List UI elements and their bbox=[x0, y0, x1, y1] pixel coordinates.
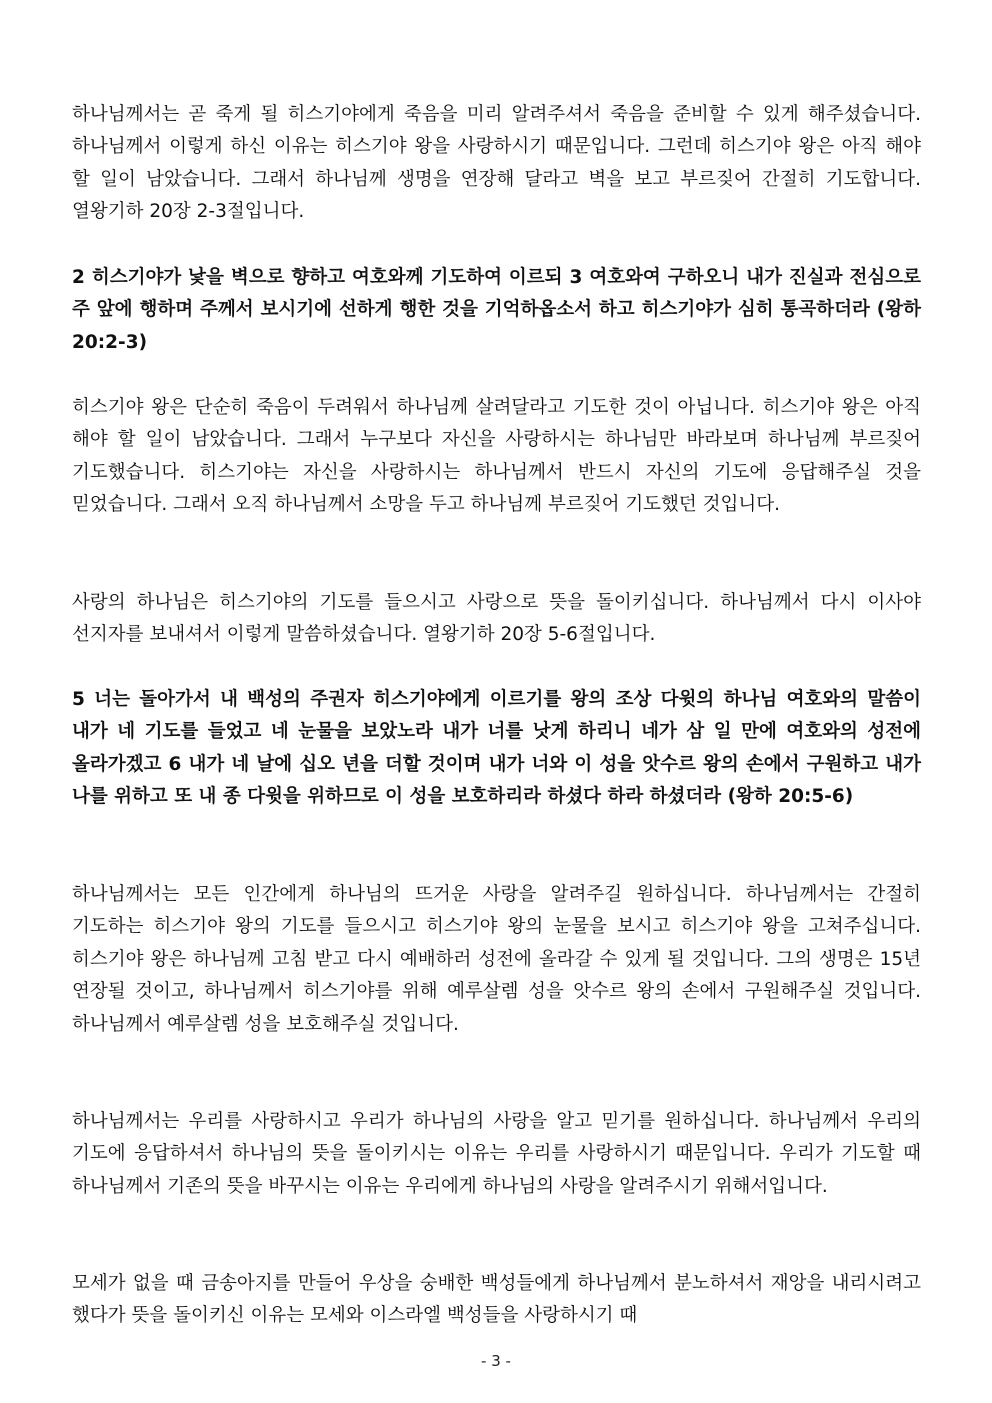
paragraph-5: 하나님께서는 우리를 사랑하시고 우리가 하나님의 사랑을 알고 믿기를 원하십니다. 하나님께서 우리의 기도에 응답하셔서 하나님의 뜻을 돌이키시는 이유는 우리를 사랑하시기 때문입니다. 우리가 기도할 때 하나님께서 기존의 뜻을 바꾸시는 이유는 우리에게 하나님의 사랑을 알려주시기 위해서입니다. bbox=[72, 1111, 921, 1197]
paragraph-6: 모세가 없을 때 금송아지를 만들어 우상을 숭배한 백성들에게 하나님께서 분노하셔서 재앙을 내리시려고 했다가 뜻을 돌이키신 이유는 모세와 이스라엘 백성들을 사랑하시기 때 bbox=[72, 1273, 921, 1327]
scripture-quote-1: 2 히스기야가 낯을 벽으로 향하고 여호와께 기도하여 이르되 3 여호와여 구하오니 내가 진실과 전심으로 주 앞에 행하며 주께서 보시기에 선하게 행한 것을 기억하옵소서 하고 히스기야가 심히 통곡하더라 (왕하 20:2-3) bbox=[72, 267, 921, 353]
paragraph-2: 히스기야 왕은 단순히 죽음이 두려워서 하나님께 살려달라고 기도한 것이 아닙니다. 히스기야 왕은 아직 해야 할 일이 남았습니다. 그래서 누구보다 자신을 사랑하시는 하나님만 바라보며 하나님께 부르짖어 기도했습니다. 히스기야는 자신을 사랑하시는 하나님께서 반드시 자신의 기도에 응답해주실 것을 믿었습니다. 그래서 오직 하나님께서 소망을 두고 하나님께 부르짖어 기도했던 것입니다. bbox=[72, 397, 921, 516]
paragraph-1: 하나님께서는 곧 죽게 될 히스기야에게 죽음을 미리 알려주셔서 죽음을 준비할 수 있게 해주셨습니다. 하나님께서 이렇게 하신 이유는 히스기야 왕을 사랑하시기 때문입니다. 그런데 히스기야 왕은 아직 해야 할 일이 남았습니다. 그래서 하나님께 생명을 연장해 달라고 벽을 보고 부르짖어 간절히 기도합니다. 열왕기하 20장 2-3절입니다. bbox=[72, 104, 921, 223]
paragraph-3: 사랑의 하나님은 히스기야의 기도를 들으시고 사랑으로 뜻을 돌이키십니다. 하나님께서 다시 이사야 선지자를 보내셔서 이렇게 말씀하셨습니다. 열왕기하 20장 5-6절입니다. bbox=[72, 592, 921, 646]
paragraph-4: 하나님께서는 모든 인간에게 하나님의 뜨거운 사랑을 알려주길 원하십니다. 하나님께서는 간절히 기도하는 히스기야 왕의 기도를 들으시고 히스기야 왕의 눈물을 보시고 히스기야 왕을 고쳐주십니다. 히스기야 왕은 하나님께 고침 받고 다시 예배하러 성전에 올라갈 수 있게 될 것입니다. 그의 생명은 15년 연장될 것이고, 하나님께서 히스기야를 위해 예루살렘 성을 앗수르 왕의 손에서 구원해주실 것입니다. 하나님께서 예루살렘 성을 보호해주실 것입니다. bbox=[72, 884, 921, 1035]
page-number: - 3 - bbox=[481, 1352, 511, 1370]
scripture-quote-2: 5 너는 돌아가서 내 백성의 주권자 히스기야에게 이르기를 왕의 조상 다윗의 하나님 여호와의 말씀이 내가 네 기도를 들었고 네 눈물을 보았노라 내가 너를 낫게 하리니 네가 삼 일 만에 여호와의 성전에 올라가겠고 6 내가 네 날에 십오 년을 더할 것이며 내가 너와 이 성을 앗수르 왕의 손에서 구원하고 내가 나를 위하고 또 내 종 다윗을 위하므로 이 성을 보호하리라 하셨다 하라 하셨더라 (왕하 20:5-6) bbox=[72, 689, 921, 808]
